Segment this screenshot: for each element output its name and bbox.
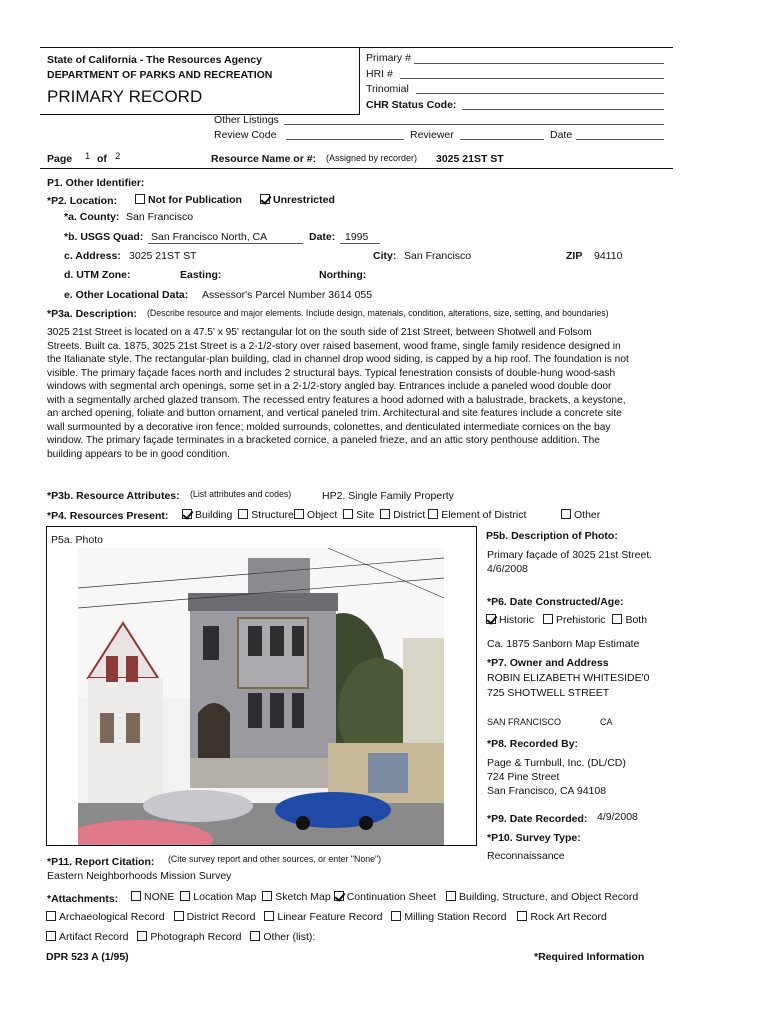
p1-label: P1. Other Identifier: (47, 177, 145, 189)
prehistoric-label: Prehistoric (555, 614, 606, 626)
attachments-row1 (131, 891, 436, 903)
address-value: 3025 21ST ST (129, 250, 197, 262)
p7-owner: ROBIN ELIZABETH WHITESIDE'0 (487, 672, 650, 684)
none-checkbox[interactable] (131, 891, 141, 901)
page-total: 2 (115, 151, 121, 162)
northing-label: Northing: (319, 269, 367, 281)
hri-label: HRI # (366, 68, 393, 80)
primary-label: Primary # (366, 52, 411, 64)
none-label: NONE (144, 891, 175, 903)
historic-label: Historic (499, 614, 535, 626)
structure-label: Structure (251, 509, 294, 521)
attachments-label: *Attachments: (47, 893, 119, 905)
p5a-label: P5a. Photo (51, 534, 103, 546)
p3a-label: *P3a. Description: (47, 308, 137, 320)
district-record-option[interactable] (174, 911, 256, 923)
agency-name: State of California - The Resources Agency (47, 54, 262, 66)
building-photo (78, 548, 444, 845)
p11-label: *P11. Report Citation: (47, 856, 155, 868)
p7-label: *P7. Owner and Address (487, 657, 609, 669)
district-option[interactable] (380, 509, 425, 521)
usgs-value: San Francisco North, CA (151, 231, 268, 243)
attachments-row3 (46, 931, 315, 943)
building-label: Building (195, 509, 233, 521)
usgs-label: *b. USGS Quad: (64, 231, 144, 243)
review-date-field[interactable] (576, 139, 664, 140)
primary-field[interactable] (414, 63, 664, 64)
of-label: of (97, 153, 107, 165)
p3b-label: *P3b. Resource Attributes: (47, 490, 180, 502)
object-label: Object (306, 509, 338, 521)
form-title: PRIMARY RECORD (47, 87, 203, 106)
other-attachment-label: Other (list): (263, 931, 316, 943)
p10-label: *P10. Survey Type: (487, 832, 581, 844)
element-label: Element of District (441, 509, 527, 521)
continuation-label: Continuation Sheet (346, 891, 437, 903)
linear-option[interactable] (264, 911, 382, 923)
p8-line2: 724 Pine Street (487, 771, 560, 783)
p3b-note: (List attributes and codes) (190, 489, 292, 499)
milling-label: Milling Station Record (404, 911, 507, 923)
other-attachment-checkbox[interactable] (250, 931, 260, 941)
photo-box-right (476, 526, 477, 846)
p6-options (486, 614, 647, 626)
district-checkbox[interactable] (380, 509, 390, 519)
date-label: Date (550, 129, 573, 141)
object-option[interactable] (294, 509, 337, 521)
other-resource-checkbox[interactable] (561, 509, 571, 519)
rock-art-checkbox[interactable] (517, 911, 527, 921)
district-record-checkbox[interactable] (174, 911, 184, 921)
p5b-label: P5b. Description of Photo: (486, 530, 618, 542)
zip-label: ZIP (566, 250, 583, 262)
p8-label: *P8. Recorded By: (487, 738, 579, 750)
both-checkbox[interactable] (612, 614, 622, 624)
p4-label: *P4. Resources Present: (47, 510, 169, 522)
building-photo-image (78, 548, 444, 845)
county-value: San Francisco (126, 211, 194, 223)
archaeological-option[interactable] (46, 911, 165, 923)
other-listings-field[interactable] (284, 124, 664, 125)
trinomial-field[interactable] (416, 93, 664, 94)
header-bottom-rule (40, 114, 360, 115)
p5b-line2: 4/6/2008 (487, 563, 528, 575)
unrestricted-option[interactable] (260, 194, 335, 206)
form-number: DPR 523 A (1/95) (46, 951, 129, 963)
review-code-label: Review Code (214, 129, 277, 141)
photo-box-left (46, 526, 47, 846)
site-label: Site (356, 509, 375, 521)
p4-options (182, 509, 526, 521)
p11-note: (Cite survey report and other sources, or enter "None") (168, 854, 382, 864)
bso-label: Building, Structure, and Object Record (459, 891, 639, 903)
unrestricted-checkbox[interactable] (260, 194, 270, 204)
historic-checkbox[interactable] (486, 614, 496, 624)
both-label: Both (625, 614, 648, 626)
photograph-checkbox[interactable] (137, 931, 147, 941)
department-name: DEPARTMENT OF PARKS AND RECREATION (47, 69, 273, 81)
easting-label: Easting: (180, 269, 222, 281)
prehistoric-option[interactable] (543, 614, 606, 626)
district-record-label: District Record (186, 911, 256, 923)
both-option[interactable] (612, 614, 647, 626)
element-checkbox[interactable] (428, 509, 438, 519)
page-number: 1 (85, 151, 91, 162)
sketch-map-option[interactable] (262, 891, 330, 903)
p6-value: Ca. 1875 Sanborn Map Estimate (487, 638, 640, 650)
milling-option[interactable] (391, 911, 506, 923)
photograph-option[interactable] (137, 931, 241, 943)
utm-zone-label: d. UTM Zone: (64, 269, 131, 281)
location-map-label: Location Map (193, 891, 257, 903)
required-note: *Required Information (534, 951, 645, 963)
usgs-date-field[interactable] (340, 243, 380, 244)
reviewer-label: Reviewer (410, 129, 454, 141)
header-top-rule (40, 47, 673, 48)
usgs-date-label: Date: (309, 231, 336, 243)
usgs-date-value: 1995 (345, 231, 369, 243)
object-checkbox[interactable] (294, 509, 304, 519)
site-option[interactable] (343, 509, 374, 521)
review-code-field[interactable] (286, 139, 404, 140)
trinomial-label: Trinomial (366, 83, 409, 95)
reviewer-field[interactable] (460, 139, 544, 140)
not-for-publication-checkbox[interactable] (135, 194, 145, 204)
other-locational-value: Assessor's Parcel Number 3614 055 (202, 289, 373, 301)
usgs-field[interactable] (148, 243, 303, 244)
other-resource-option[interactable] (561, 509, 600, 521)
attachments-row2 (46, 911, 607, 923)
continuation-checkbox[interactable] (334, 891, 344, 901)
element-option[interactable] (428, 509, 526, 521)
hri-field[interactable] (400, 78, 664, 79)
city-value: San Francisco (404, 250, 472, 262)
artifact-label: Artifact Record (59, 931, 129, 943)
rock-art-label: Rock Art Record (530, 911, 607, 923)
other-locational-label: e. Other Locational Data: (64, 289, 189, 301)
p11-value: Eastern Neighborhoods Mission Survey (47, 870, 232, 882)
prehistoric-checkbox[interactable] (543, 614, 553, 624)
p7-state: CA (600, 717, 613, 727)
p10-value: Reconnaissance (487, 850, 565, 862)
structure-checkbox[interactable] (238, 509, 248, 519)
assigned-note: (Assigned by recorder) (326, 153, 418, 163)
structure-option[interactable] (238, 509, 294, 521)
p7-city: SAN FRANCISCO (487, 717, 562, 727)
continuation-option[interactable] (334, 891, 436, 903)
resource-name-label: Resource Name or #: (211, 153, 317, 165)
p3a-description: 3025 21st Street is located on a 47.5' x 95' rectangular lot on the south side of 21st Street, between Shotwell and Folsom Streets. Built ca. 1875, 3025 21st Street is a 2-1/2-story over raised basement, wood frame, single family residence designed in the Italianate style. The rectangular-plan building, clad in channel drop wood siding, is capped by a hip roof. The foundation is not visible. The primary façade faces north and includes 2 structural bays. Typical fenestration consists of double-hung wood-sash windows with segmental arch openings, some set in a 2-1/2-story angled bay. Entrances include a paneled wood double door with a segmentally arched glazed transom. The recessed entry features a hood adorned with a balustrade, brackets, a keystone, an arched opening, foliate and button ornament, and vertical paneled trim. Architectural and site features include a concrete site wall surmounted by a decorative iron fence; molded surrounds, colonettes, and denticulated intermediate cornices on the bay window. The primary façade terminates in a bracketed cornice, a paneled frieze, and an attic story penthouse addition. The building appears to be in good condition. (47, 327, 629, 460)
archaeological-label: Archaeological Record (59, 911, 165, 923)
other-listings-label: Other Listings (214, 114, 279, 126)
other-resource-label: Other (574, 509, 601, 521)
zip-value: 94110 (594, 250, 623, 262)
page-label: Page (47, 153, 73, 165)
unrestricted-label: Unrestricted (273, 194, 335, 206)
header-divider (359, 47, 360, 114)
p3b-value: HP2. Single Family Property (322, 490, 454, 502)
sketch-map-label: Sketch Map (275, 891, 331, 903)
location-map-option[interactable] (180, 891, 256, 903)
county-label: *a. County: (64, 211, 120, 223)
not-for-publication-option[interactable] (135, 194, 242, 206)
bso-option[interactable] (446, 891, 638, 903)
p3a-note: (Describe resource and major elements. Include design, materials, condition, alterations, size, setting, and boundaries) (147, 308, 609, 318)
building-option[interactable] (182, 509, 232, 521)
artifact-checkbox[interactable] (46, 931, 56, 941)
none-option[interactable] (131, 891, 174, 903)
other-attachment-option[interactable] (250, 931, 315, 943)
chr-field[interactable] (462, 109, 664, 110)
rock-art-option[interactable] (517, 911, 606, 923)
resource-name-value: 3025 21ST ST (436, 153, 504, 165)
p2-label: *P2. Location: (47, 195, 118, 207)
p7-street: 725 SHOTWELL STREET (487, 687, 610, 699)
sketch-map-checkbox[interactable] (262, 891, 272, 901)
photograph-label: Photograph Record (150, 931, 242, 943)
photo-box-top (46, 526, 477, 527)
linear-checkbox[interactable] (264, 911, 274, 921)
historic-option[interactable] (486, 614, 534, 626)
photo-box-bottom (46, 845, 477, 846)
location-map-checkbox[interactable] (180, 891, 190, 901)
artifact-option[interactable] (46, 931, 128, 943)
p5b-line1: Primary façade of 3025 21st Street. (487, 549, 653, 561)
p8-line1: Page & Turnbull, Inc. (DL/CD) (487, 757, 626, 769)
page-info-rule (40, 168, 673, 169)
p9-value: 4/9/2008 (597, 811, 638, 823)
site-checkbox[interactable] (343, 509, 353, 519)
chr-label: CHR Status Code: (366, 99, 457, 111)
address-label: c. Address: (64, 250, 121, 262)
city-label: City: (373, 250, 397, 262)
p6-label: *P6. Date Constructed/Age: (487, 596, 624, 608)
milling-checkbox[interactable] (391, 911, 401, 921)
building-checkbox[interactable] (182, 509, 192, 519)
district-label: District (393, 509, 426, 521)
linear-label: Linear Feature Record (277, 911, 383, 923)
p9-label: *P9. Date Recorded: (487, 813, 588, 825)
p8-line3: San Francisco, CA 94108 (487, 785, 607, 797)
not-for-publication-label: Not for Publication (148, 194, 242, 206)
bso-checkbox[interactable] (446, 891, 456, 901)
archaeological-checkbox[interactable] (46, 911, 56, 921)
